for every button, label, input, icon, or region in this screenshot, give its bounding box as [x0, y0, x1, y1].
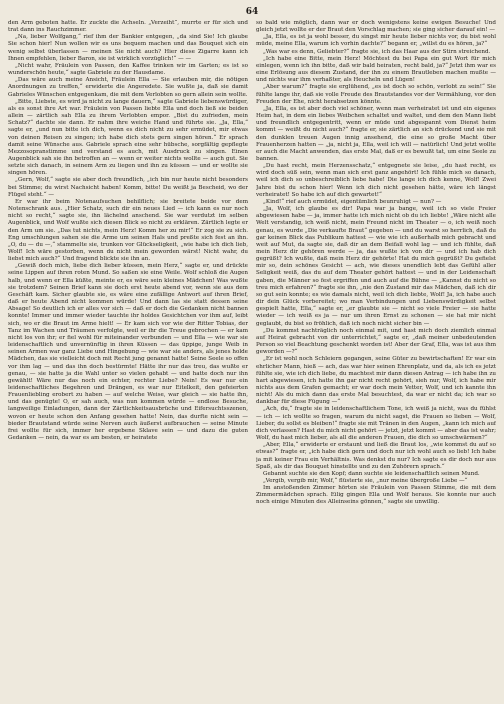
paragraph: Im anstoßenden Zimmer hörten sie Fräulein von Passen Stimme, die mit dem Zimmermädchen sprach. Eilig gingen Ella und Wolf heraus. Sie konnte nur auch noch einige Minuten des Alleinseins gönnen,“ sagte sie unwillig.	[256, 485, 496, 506]
paragraph: „Gern, Wolf,“ sagte sie aber doch freundlich, „ich bin nur heute nicht besonders bei Stimme; du wirst Nachsicht haben! Komm, bitte! Du weißt ja Bescheid, wo der Flügel steht.“ —	[8, 177, 248, 198]
paragraph: „Nicht wahr, Fräulein von Passen, den Kaffee trinken wir im Garten; es ist so wunderschön heute,“ sagte Gabriele zu der Hausdame.	[8, 62, 248, 77]
paragraph: „Kind!“ rief auch ermüdet, eigentümlich beunruhigt — nun? —	[263, 198, 442, 205]
paragraph: „Ja, Ella, es ist aber doch viel schöner, wenn man verheiratet ist und ein eigenes Heim hat, in dem ein liebes Weibchen schaltet und waltet, und dem den Mann liebt und freundlich entgegentritt, wenn er müde und abgespannt vom Dienst heim kommt — weißt du nicht auch?“ fragte er, sie zärtlich an sich drückend und sie mit den dunklen treuen Augen innig ansehend, die eine so große Macht über Frauenherzen hatten — „ja, nicht ja, Ella, weil ich will — natürlich! Und jetzt wollte er auch die Macht anwenden, das erste Mal, daß er es bewußt tat, um eine Seele zu bannen.	[256, 105, 496, 162]
left-column	[8, 20, 248, 704]
paragraph: „Du kommst nachträglich noch einmal mit, und hast mich doch ziemlich einmal auf Heirat gebracht von dir unterrichtet,“ sagte er, „daß meiner unbedeutenden Person so viel Beachtung geschenkt worden ist! Aber der Graf, Ella, was ist aus ihm geworden —?“	[256, 327, 496, 356]
right-column	[256, 20, 496, 704]
paragraph: „Aber warum?“ fragte sie erglühend, „es ist doch so schön, verlobt zu sein!“ Sie fühlte lange ihr, daß sie volle Freude des Brautstandes vor der Vermählung, vor den Freuden der Ehe, nicht herabsetzen könnte.	[256, 84, 496, 105]
paragraph: „Ja, Ella, es ist ja wohl besser, du singst mir heute lieber nichts vor, du bist wohl müde, meine Ella, warum ich vorhin dachte?“ begann er, „willst du es hören, ja?“	[256, 34, 496, 48]
paragraph: den Arm geboten hatte. Er zuckte die Achseln. „Verzeiht“, murrte er für sich und trat dann ins Rauchzimmer.	[8, 20, 248, 34]
paragraph: „Ja, Wolf, ich glaube es dir! Papa war ja bange, weil ich so viele Freier abgewiesen habe — ja, immer hatte ich mich nicht ob du ich liebte! „Wäre nicht alle Welt verstandig, ich weiß nicht, mein Freund nicht im Theater — o, ich weiß noch genau, es wurde „Die verkaufte Braut“ gegeben — und du warst so herrlich, daß du gar keinen Blick das Publikum hattest — wie wie ich außerhalb mich gebracht und weit auf Mut, da sagte sie, daß dir an dem Beifall wohl lag — und ich fühlte, daß mein Herz dir gehören werde — ja, das wußte ich von dir — und ich hab dich gegrüßt? Ich wußte, daß mein Herz dir gehörte! Hat du mich gegrüßt? Du gefielst mir so, dein schönes Gesicht — ach, wie dieses unendlich lebt das Gefühl aller Seligkeit weiß, das du auf dem Theater gehört hattest — und in der Leidenschaft gaben, die Männer so fest ergriffen und auch auf die Bühne — „Kannst du nicht so treu mich erfahren?“ fragte sie ihn, „nie den Zustand mir das Mädchen, daß ich dir so gut sein konnte; es wie damals nicht, weil ich dich liebte, Wolf! Ja, ich habe auch dir dein Glück vorbereitet; wo man Verbindungen und Liebenswürdigkeit selbst gespielt hatte, Ella,“ sagte er, „er glaubte sie — nicht so viele Freier — sie hatte wieder — ich weiß es ja — nur um ihren Ernst zu schonen — sie hat mir nicht geglaubt, du bist so fröhlich, daß ich noch nicht sicher bin —	[256, 206, 496, 327]
paragraph: „Aber, Ella,“ erwiderte er erstaunt und ließ die Braut los, „wie kommst du auf so etwas?“ fragte er, „ich habe dich gern und doch nur ich wohl auch so lieb! Ich habe ja mit keiner Frau ein Verhältnis. Was denkst du nur? Ich sagte es dir doch nur aus Spaß, als dir das Bouquet hinstellte und zu den Zuhörern sprach.“	[256, 442, 496, 470]
text-columns	[8, 20, 496, 704]
paragraph: Gebannt suchte sie den Kopf; dann suchte sie leidenschaftlich seinen Mund.	[263, 470, 480, 477]
page-number: 64	[245, 7, 259, 17]
paragraph: „Ach, du,“ fragte sie in leidenschaftlichem Tone, ich weiß ja nicht, was du fühlst — ich — ich wollte so fragen, warum du nicht sagst, die Frauen so lieben — Wolf, Lieber, du sollst es bleiben!“ fragte sie mit Tränen in den Augen, „kann ich mich auf dich verlassen? Hast du mich nicht gehört — jetzt, jetzt kommt — aber das ist wahr; Wolf, du hast mich lieber, als all die anderen Frauen, die dich so umschwärmen?“	[256, 406, 496, 442]
paragraph: so bald wie möglich, dann war er doch wenigstens keine ewigen Besuche! Und gleich jetzt wollte er der Braut den Vorschlag machen; sie ging sicher darauf ein! —	[256, 20, 496, 34]
paragraph: Er war ihr beim Notenaufsuchen behilflich; sie breitete beide vor dem Notenschrank aus. „Hier Schatz, such dir ein neues Lied — ich kann es nur noch nicht so recht,“ sagte sie, ihn lächelnd anschend. Sie war verdutzt im selben Augenblick, und Wolf wußte sich diesen Blick so nicht zu erklären. Zärtlich legte er den Arm um sie. „Das tut nichts, mein Herz! Komm her zu mir!“ Er zog sie zu sich. Eng umschlungen sahen sie die Arme um seinen Hals und preßte sich fest an ihn. „O, du — du —,“ stammelte sie, trunken vor Glückseligkeit, „wie habe ich dich lieb, Wolf! Ich wäre gestorben, wenn du nicht mein geworden wärst! Nicht wahr, du liebst mich auch?“ Und fragend blickte sie ihn an.	[8, 198, 248, 263]
paragraph: „Du hast recht, mein Herzensschatz,“ entgegnete sie leise, „du hast recht, es wird doch süß sein, wenn man sich erst ganz angehört! Ich fühle mich so danach, weil ich dich so unbeschreiblich liebe habe! Die lange ich dich kenne, Wolf! Zwei Jahre bist du schon hier! Wenn ich dich nicht gesehen hätte, wäre ich längst verheiratet! So habe ich auf dich gewartet!“	[256, 163, 496, 198]
paragraph: „Bitte, Liebste, es wird ja nicht zu lange dauern,“ sagte Gabriele liebenswürdiger, als es sonst ihre Art war. Fräulein von Passen liebte Ella und doch ließ sie beiden allein — zärtlich sah Ella zu ihrem Verlobten empor. „Bist du zufrieden, mein Schatz?“ dachte sie dann. Er nahm ihre weiche Hand und führte sie. „Ja, Ella,“ sagte er, „und nun bitte ich dich, wenn es dich nicht zu sehr ermüdet, mir etwas von deinen Reisen zu singen; ich habe dich stets gern singen hören.“ Er sprach damit seine Wünsche aus. Gabriele sprach eine sehr hübsche, sorgfältig gepflegte Mezzosopranstimme und verstand es auch, mit Ausdruck zu singen. Einen Augenblick sah sie ihn betroffen an — wenn er weiter nichts wollte — auch gut. Sie setzte sich danach, in seinem Arm zu liegen und ihn zu küssen — und er wollte sie singen hören.	[8, 98, 248, 177]
paragraph: „Na, lieber Wolfgang,“ rief ihm der Bankier entgegen, „da sind Sie! Ich glaube Sie schon hier! Nun wollen wir es uns bequem machen und das Bouquet sich ein wenig selbst überlassen — meinen Sie nicht auch? Hier diese Zigarre kann ich Ihnen empfehlen, lieber Baron, sie ist wirklich vorzüglich!“ — —	[8, 34, 248, 62]
paragraph: „Gewiß doch mich, liebe dich lieber küssen, mein Herz,“ sagte er, und drückte seine Lippen auf ihren roten Mund. So saßen sie eine Weile. Wolf schloß die Augen halb, und wenn er Ella küßte, meinte er, es wäre sein kleines Mädchen! Was wußte sie trotzdem? Seinen Brief kann sie doch erst heute abend vor, wenn sie aus dem Geschäft kam. Sicher glaubte sie, es wäre eine zufällige Antwort auf ihren Brief, daß er heute Abend nicht kommen würde! Und dann las sie statt dessen seine Absage! So deutlich ich er alles vor sich — daß er doch die Gedanken nicht bannen konnte! Immer und immer wieder tauchte ihr holdes Gesichtchen vor ihm auf, leibt sich, wo er die Braut im Arme hielt! — Er kam sich vor wie der Ritter Tobias, der Tanz im Wachen und Träumen verfolgte, weil er ihr die Treue gebrochen — er kam nicht los von ihr; er fiel wohl für miteinander verbunden — und Ella — wie war sie leidenschaftlich und unvernünftig in ihren Küssen — das üppige, junge Weib in seinen Armen war ganz Liebe und Hingebung — wie war sie anders, als jenes holde Mädchen, das sie vielleicht doch mit Recht jung genannt hatte! Seine Seele so offen vor ihm lag — und das ihn doch bestürmte! Hätte ihr nur das treu, das wußte er genau, — sie hatte ja die Wahl unter so vielen gehabt — und hatte doch nur ihn gewählt! Wäre nur das noch ein echter, rechter Liebe? Nein! Es war nur ein leidenschaftliches Begehren und Drängen, es war nur Eitelkeit, den gefeierten Frauenliebling erobert zu haben — auf welche Weise, war gleich — sie hatte ihn, und das genügte! O, er sah auch, was nun kommen würde — endlose Besuche, langweilige Einladungen, dann der Zärtlichkeitsausbrüche und Eifersuchtsszenen, wovon er heute schon den Anfang gesehen hatte! Nein, das durfte nicht sein — bieder Brautstand würde seine Nerven auch äußerst aufbrauchen — seine Minute frei wollte für sich, immer her ergebene Sklave sein — und dazu die guten Gedanken — nein, da war es am besten, er heiratete	[8, 263, 248, 442]
paragraph: „Er ist wohl noch Schleiern gegangen, seine Güter zu bewirtschaften! Er war ein ehrlicher Mann, hieß — ach, das war hier seinen Ehrenplatz, und da, als ich es jetzt fühlte sie, wie ich dich liebe, du machtest mir dann diesen Antrag — ich habe ihn zu hart abgewiesen, ich hatte ihn gar nicht recht gehört, sieh nur, Wolf, ich habe mir nichts aus dem Grafen gemacht; er war doch mein Vetter, Wolf, und ich kannte ihn nicht! Als du mich dann das erste Mal besuchtest, da war er nicht da; ich war so dankbar für diese Fügung —“	[256, 356, 496, 406]
paragraph: „Was war es denn, Geliebter?“ fragte sie, ich das Haar aus der Stirn streichend.	[263, 48, 491, 55]
paragraph: „Das wäre auch meine Ansicht, Fräulein Ella — Sie erlauben mir, die nötigen Anordnungen zu treffen,“ erwiderte die Angeredete. Sie wußte ja, daß sie damit Gabrieles Wünschen entgegenkam, die mit dem Verlobten so gern allein sein wollte.	[8, 77, 248, 98]
paragraph: „Ich habe eine Bitte, mein Herz! Möchtest du bei Papa ein gut Wort für mich einlegen, wenn ich ihn bitte, daß wir bald heiraten, recht bald, ja?“ Jetzt ihm war es eine Erlösung aus diesem Zustand, der ihn zu einem Brautleben machen mußte — und nichts war ihm verhaßter, als Heucheln und Lügen!	[256, 55, 496, 84]
paragraph: „Vergib, vergib mir, Wolf,“ flüsterte sie, „nur meine übergroße Liebe —“	[263, 478, 468, 484]
